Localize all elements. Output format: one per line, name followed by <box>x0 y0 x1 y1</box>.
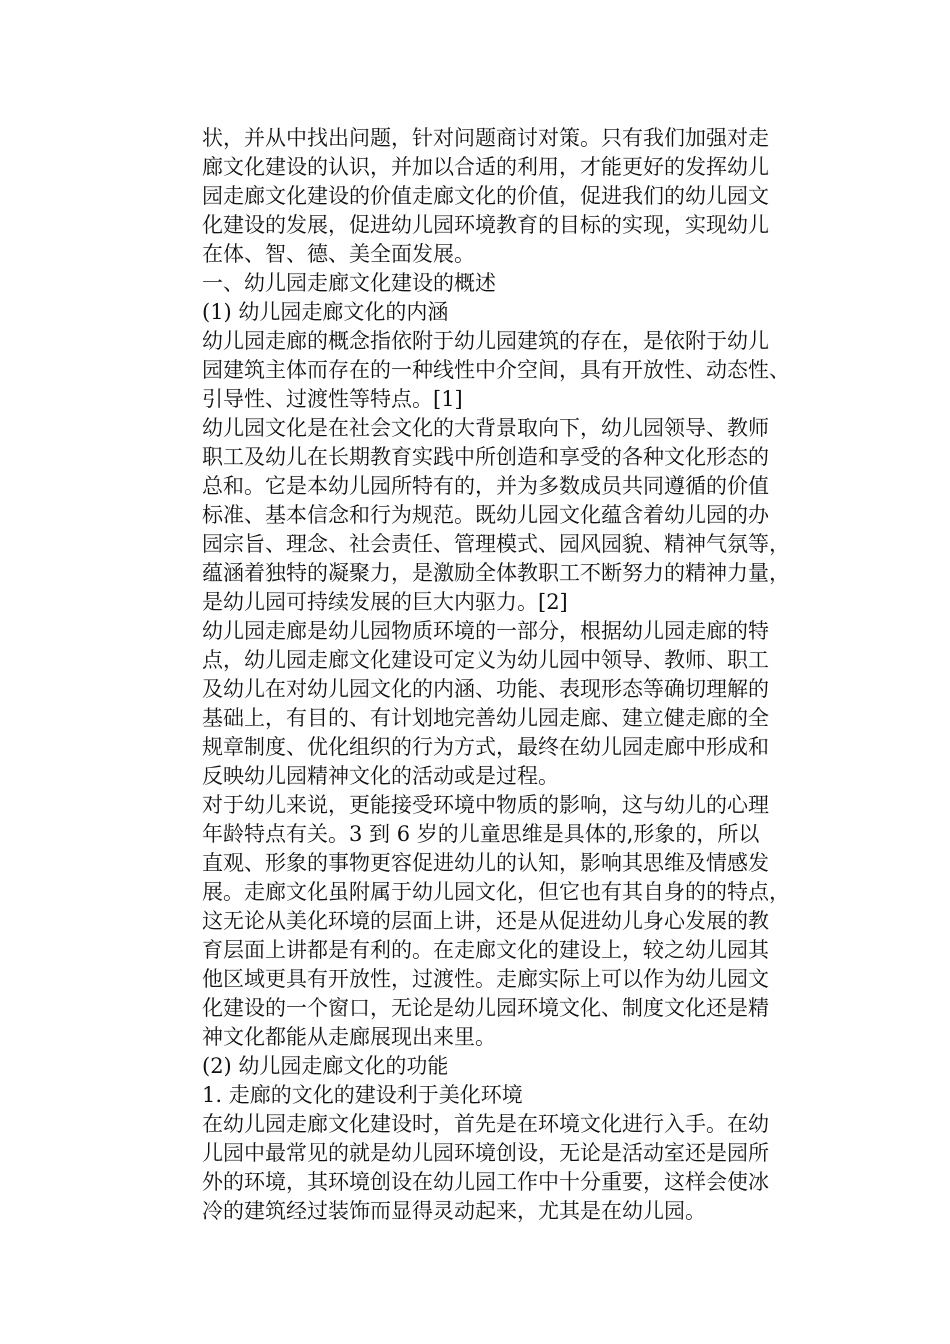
text-line: 这无论从美化环境的层面上讲，还是从促进幼儿身心发展的教 <box>202 909 769 933</box>
text-line: 规章制度、优化组织的行为方式，最终在幼儿园走廊中形成和 <box>202 735 769 759</box>
text-line: 蕴涵着独特的凝聚力，是激励全体教职工不断努力的精神力量， <box>202 561 790 585</box>
text-line: 展。走廊文化虽附属于幼儿园文化，但它也有其自身的的特点， <box>202 880 790 904</box>
text-line: (2) 幼儿园走廊文化的功能 <box>202 1054 449 1078</box>
text-line: 状，并从中找出问题，针对问题商讨对策。只有我们加强对走 <box>202 126 769 150</box>
text-line: 1. 走廊的文化的建设利于美化环境 <box>202 1083 523 1107</box>
text-line: 总和。它是本幼儿园所特有的，并为多数成员共同遵循的价值 <box>202 474 769 498</box>
text-line: 化建设的一个窗口，无论是幼儿园环境文化、制度文化还是精 <box>202 996 769 1020</box>
text-line: 一、幼儿园走廊文化建设的概述 <box>202 271 496 295</box>
text-line: 及幼儿在对幼儿园文化的内涵、功能、表现形态等确切理解的 <box>202 677 769 701</box>
text-line: 外的环境，其环境创设在幼儿园工作中十分重要，这样会使冰 <box>202 1170 769 1194</box>
text-line: 标准、基本信念和行为规范。既幼儿园文化蕴含着幼儿园的办 <box>202 503 769 527</box>
text-line: 点，幼儿园走廊文化建设可定义为幼儿园中领导、教师、职工 <box>202 648 769 672</box>
text-line: 儿园中最常见的就是幼儿园环境创设，无论是活动室还是园所 <box>202 1141 769 1165</box>
text-line: 廊文化建设的认识，并加以合适的利用，才能更好的发挥幼儿 <box>202 155 769 179</box>
text-line: 直观、形象的事物更容促进幼儿的认知，影响其思维及情感发 <box>202 851 769 875</box>
text-line: 化建设的发展，促进幼儿园环境教育的目标的实现，实现幼儿 <box>202 213 769 237</box>
document-body <box>202 124 832 1226</box>
text-line: 反映幼儿园精神文化的活动或是过程。 <box>202 764 559 788</box>
text-line: 冷的建筑经过装饰而显得灵动起来，尤其是在幼儿园。 <box>202 1199 706 1223</box>
text-line: 年龄特点有关。3 到 6 岁的儿童思维是具体的,形象的，所以 <box>202 822 760 846</box>
text-line: 对于幼儿来说，更能接受环境中物质的影响，这与幼儿的心理 <box>202 793 769 817</box>
text-line: 他区域更具有开放性，过渡性。走廊实际上可以作为幼儿园文 <box>202 967 769 991</box>
text-line: 神文化都能从走廊展现出来里。 <box>202 1025 496 1049</box>
text-line: 幼儿园走廊的概念指依附于幼儿园建筑的存在，是依附于幼儿 <box>202 329 769 353</box>
text-line: 在体、智、德、美全面发展。 <box>202 242 475 266</box>
text-line: 在幼儿园走廊文化建设时，首先是在环境文化进行入手。在幼 <box>202 1112 769 1136</box>
text-line: 是幼儿园可持续发展的巨大内驱力。[2] <box>202 590 568 614</box>
text-line: 幼儿园走廊是幼儿园物质环境的一部分，根据幼儿园走廊的特 <box>202 619 769 643</box>
text-line: 职工及幼儿在长期教育实践中所创造和享受的各种文化形态的 <box>202 445 769 469</box>
text-line: 幼儿园文化是在社会文化的大背景取向下，幼儿园领导、教师 <box>202 416 769 440</box>
text-line: 育层面上讲都是有利的。在走廊文化的建设上，较之幼儿园其 <box>202 938 769 962</box>
text-line: 引导性、过渡性等特点。[1] <box>202 387 463 411</box>
text-line: 基础上，有目的、有计划地完善幼儿园走廊、建立健走廊的全 <box>202 706 769 730</box>
text-line: (1) 幼儿园走廊文化的内涵 <box>202 300 449 324</box>
text-line: 园走廊文化建设的价值走廊文化的价值，促进我们的幼儿园文 <box>202 184 769 208</box>
text-line: 园建筑主体而存在的一种线性中介空间，具有开放性、动态性、 <box>202 358 790 382</box>
text-line: 园宗旨、理念、社会责任、管理模式、园风园貌、精神气氛等， <box>202 532 790 556</box>
